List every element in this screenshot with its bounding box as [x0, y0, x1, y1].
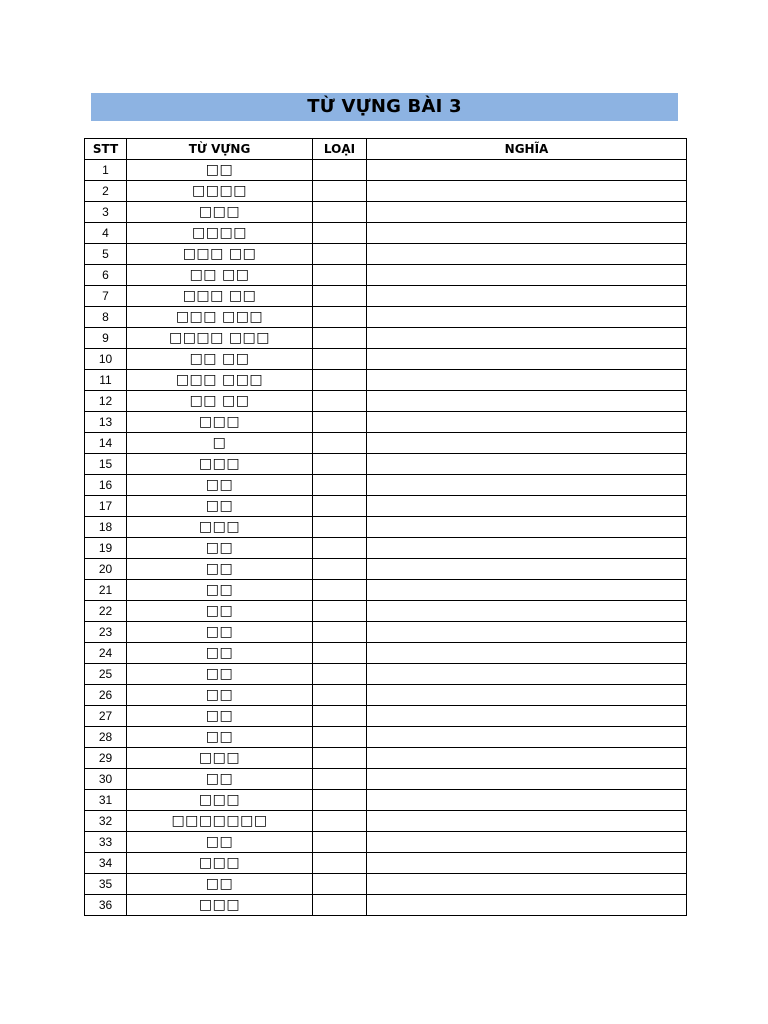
row-number: 13: [85, 412, 127, 433]
table-row: [85, 748, 687, 769]
vocab-word: □□: [127, 580, 313, 601]
row-number: 20: [85, 559, 127, 580]
table-row: [85, 244, 687, 265]
vocab-word: □□□: [127, 202, 313, 223]
word-type-cell: [313, 433, 367, 454]
word-type-cell: [313, 706, 367, 727]
word-type-cell: [313, 622, 367, 643]
row-number: 5: [85, 244, 127, 265]
meaning-cell: [367, 202, 687, 223]
header-word: TỪ VỰNG: [127, 139, 313, 160]
word-type-cell: [313, 811, 367, 832]
word-type-cell: [313, 538, 367, 559]
row-number: 9: [85, 328, 127, 349]
meaning-cell: [367, 643, 687, 664]
table-row: [85, 601, 687, 622]
word-type-cell: [313, 643, 367, 664]
vocab-word: □□: [127, 538, 313, 559]
word-type-cell: [313, 790, 367, 811]
vocab-word: □: [127, 433, 313, 454]
row-number: 12: [85, 391, 127, 412]
vocab-word: □□□: [127, 412, 313, 433]
table-row: [85, 433, 687, 454]
table-row: [85, 370, 687, 391]
word-type-cell: [313, 559, 367, 580]
meaning-cell: [367, 685, 687, 706]
vocab-word: □□□: [127, 853, 313, 874]
word-type-cell: [313, 328, 367, 349]
row-number: 7: [85, 286, 127, 307]
table-row: [85, 475, 687, 496]
row-number: 33: [85, 832, 127, 853]
word-type-cell: [313, 874, 367, 895]
meaning-cell: [367, 622, 687, 643]
word-type-cell: [313, 307, 367, 328]
row-number: 31: [85, 790, 127, 811]
row-number: 2: [85, 181, 127, 202]
meaning-cell: [367, 454, 687, 475]
meaning-cell: [367, 412, 687, 433]
row-number: 18: [85, 517, 127, 538]
row-number: 6: [85, 265, 127, 286]
table-row: [85, 706, 687, 727]
meaning-cell: [367, 748, 687, 769]
table-body: [85, 160, 687, 916]
table-row: [85, 559, 687, 580]
vocab-word: □□□□: [127, 223, 313, 244]
row-number: 24: [85, 643, 127, 664]
vocab-word: □□□ □□□: [127, 370, 313, 391]
table-row: [85, 874, 687, 895]
meaning-cell: [367, 580, 687, 601]
vocab-word: □□: [127, 475, 313, 496]
vocab-word: □□: [127, 769, 313, 790]
row-number: 23: [85, 622, 127, 643]
word-type-cell: [313, 244, 367, 265]
vocab-word: □□□: [127, 748, 313, 769]
meaning-cell: [367, 517, 687, 538]
meaning-cell: [367, 832, 687, 853]
vocab-word: □□: [127, 727, 313, 748]
meaning-cell: [367, 853, 687, 874]
vocab-word: □□□: [127, 790, 313, 811]
row-number: 34: [85, 853, 127, 874]
word-type-cell: [313, 517, 367, 538]
vocab-word: □□□□□□□: [127, 811, 313, 832]
word-type-cell: [313, 349, 367, 370]
row-number: 11: [85, 370, 127, 391]
word-type-cell: [313, 286, 367, 307]
vocab-word: □□: [127, 832, 313, 853]
table-row: [85, 496, 687, 517]
word-type-cell: [313, 412, 367, 433]
meaning-cell: [367, 874, 687, 895]
meaning-cell: [367, 601, 687, 622]
meaning-cell: [367, 664, 687, 685]
meaning-cell: [367, 370, 687, 391]
vocab-word: □□: [127, 643, 313, 664]
word-type-cell: [313, 727, 367, 748]
table-row: [85, 895, 687, 916]
meaning-cell: [367, 895, 687, 916]
word-type-cell: [313, 475, 367, 496]
row-number: 35: [85, 874, 127, 895]
table-row: [85, 685, 687, 706]
word-type-cell: [313, 685, 367, 706]
vocab-word: □□ □□: [127, 265, 313, 286]
vocab-word: □□: [127, 706, 313, 727]
table-row: [85, 832, 687, 853]
row-number: 28: [85, 727, 127, 748]
table-row: [85, 727, 687, 748]
word-type-cell: [313, 370, 367, 391]
vocab-word: □□ □□: [127, 349, 313, 370]
table-row: [85, 622, 687, 643]
vocab-word: □□: [127, 160, 313, 181]
word-type-cell: [313, 454, 367, 475]
vocab-word: □□□: [127, 517, 313, 538]
row-number: 25: [85, 664, 127, 685]
vocab-word: □□ □□: [127, 391, 313, 412]
word-type-cell: [313, 160, 367, 181]
word-type-cell: [313, 601, 367, 622]
meaning-cell: [367, 391, 687, 412]
vocab-word: □□□ □□: [127, 244, 313, 265]
row-number: 32: [85, 811, 127, 832]
row-number: 30: [85, 769, 127, 790]
word-type-cell: [313, 832, 367, 853]
row-number: 15: [85, 454, 127, 475]
header-row: [85, 139, 687, 160]
table-row: [85, 538, 687, 559]
row-number: 8: [85, 307, 127, 328]
table-row: [85, 790, 687, 811]
table-row: [85, 454, 687, 475]
row-number: 22: [85, 601, 127, 622]
meaning-cell: [367, 328, 687, 349]
row-number: 3: [85, 202, 127, 223]
meaning-cell: [367, 727, 687, 748]
word-type-cell: [313, 202, 367, 223]
meaning-cell: [367, 244, 687, 265]
meaning-cell: [367, 181, 687, 202]
vocab-word: □□: [127, 664, 313, 685]
vocab-word: □□□: [127, 895, 313, 916]
meaning-cell: [367, 769, 687, 790]
row-number: 10: [85, 349, 127, 370]
vocab-word: □□: [127, 685, 313, 706]
row-number: 17: [85, 496, 127, 517]
row-number: 21: [85, 580, 127, 601]
table-row: [85, 412, 687, 433]
vocab-word: □□: [127, 559, 313, 580]
table-row: [85, 391, 687, 412]
word-type-cell: [313, 748, 367, 769]
word-type-cell: [313, 895, 367, 916]
table-row: [85, 643, 687, 664]
table-row: [85, 664, 687, 685]
header-stt: STT: [85, 139, 127, 160]
vocab-word: □□□ □□: [127, 286, 313, 307]
word-type-cell: [313, 769, 367, 790]
table-row: [85, 160, 687, 181]
table-row: [85, 811, 687, 832]
table-row: [85, 769, 687, 790]
meaning-cell: [367, 265, 687, 286]
row-number: 27: [85, 706, 127, 727]
word-type-cell: [313, 496, 367, 517]
header-type: LOẠI: [313, 139, 367, 160]
table-row: [85, 853, 687, 874]
word-type-cell: [313, 223, 367, 244]
table-header: [85, 139, 687, 160]
vocab-word: □□□ □□□: [127, 307, 313, 328]
title-bar: [91, 93, 678, 121]
row-number: 36: [85, 895, 127, 916]
table-row: [85, 517, 687, 538]
word-type-cell: [313, 580, 367, 601]
meaning-cell: [367, 307, 687, 328]
meaning-cell: [367, 475, 687, 496]
row-number: 26: [85, 685, 127, 706]
word-type-cell: [313, 181, 367, 202]
vocab-word: □□□: [127, 454, 313, 475]
vocab-word: □□: [127, 622, 313, 643]
meaning-cell: [367, 496, 687, 517]
vocab-word: □□: [127, 496, 313, 517]
word-type-cell: [313, 853, 367, 874]
table-row: [85, 286, 687, 307]
meaning-cell: [367, 559, 687, 580]
table-row: [85, 580, 687, 601]
table-row: [85, 328, 687, 349]
meaning-cell: [367, 811, 687, 832]
table-row: [85, 265, 687, 286]
meaning-cell: [367, 433, 687, 454]
row-number: 29: [85, 748, 127, 769]
vocab-word: □□: [127, 601, 313, 622]
header-meaning: NGHĨA: [367, 139, 687, 160]
meaning-cell: [367, 790, 687, 811]
table-row: [85, 181, 687, 202]
row-number: 14: [85, 433, 127, 454]
vocab-word: □□□□: [127, 181, 313, 202]
word-type-cell: [313, 265, 367, 286]
table-row: [85, 307, 687, 328]
word-type-cell: [313, 664, 367, 685]
vocab-word: □□: [127, 874, 313, 895]
meaning-cell: [367, 160, 687, 181]
row-number: 1: [85, 160, 127, 181]
table-row: [85, 223, 687, 244]
row-number: 19: [85, 538, 127, 559]
meaning-cell: [367, 706, 687, 727]
meaning-cell: [367, 349, 687, 370]
row-number: 16: [85, 475, 127, 496]
page-title: TỪ VỰNG BÀI 3: [307, 96, 462, 117]
table-row: [85, 202, 687, 223]
table-row: [85, 349, 687, 370]
word-type-cell: [313, 391, 367, 412]
vocabulary-table: [84, 138, 687, 916]
row-number: 4: [85, 223, 127, 244]
meaning-cell: [367, 538, 687, 559]
meaning-cell: [367, 223, 687, 244]
meaning-cell: [367, 286, 687, 307]
vocab-word: □□□□ □□□: [127, 328, 313, 349]
